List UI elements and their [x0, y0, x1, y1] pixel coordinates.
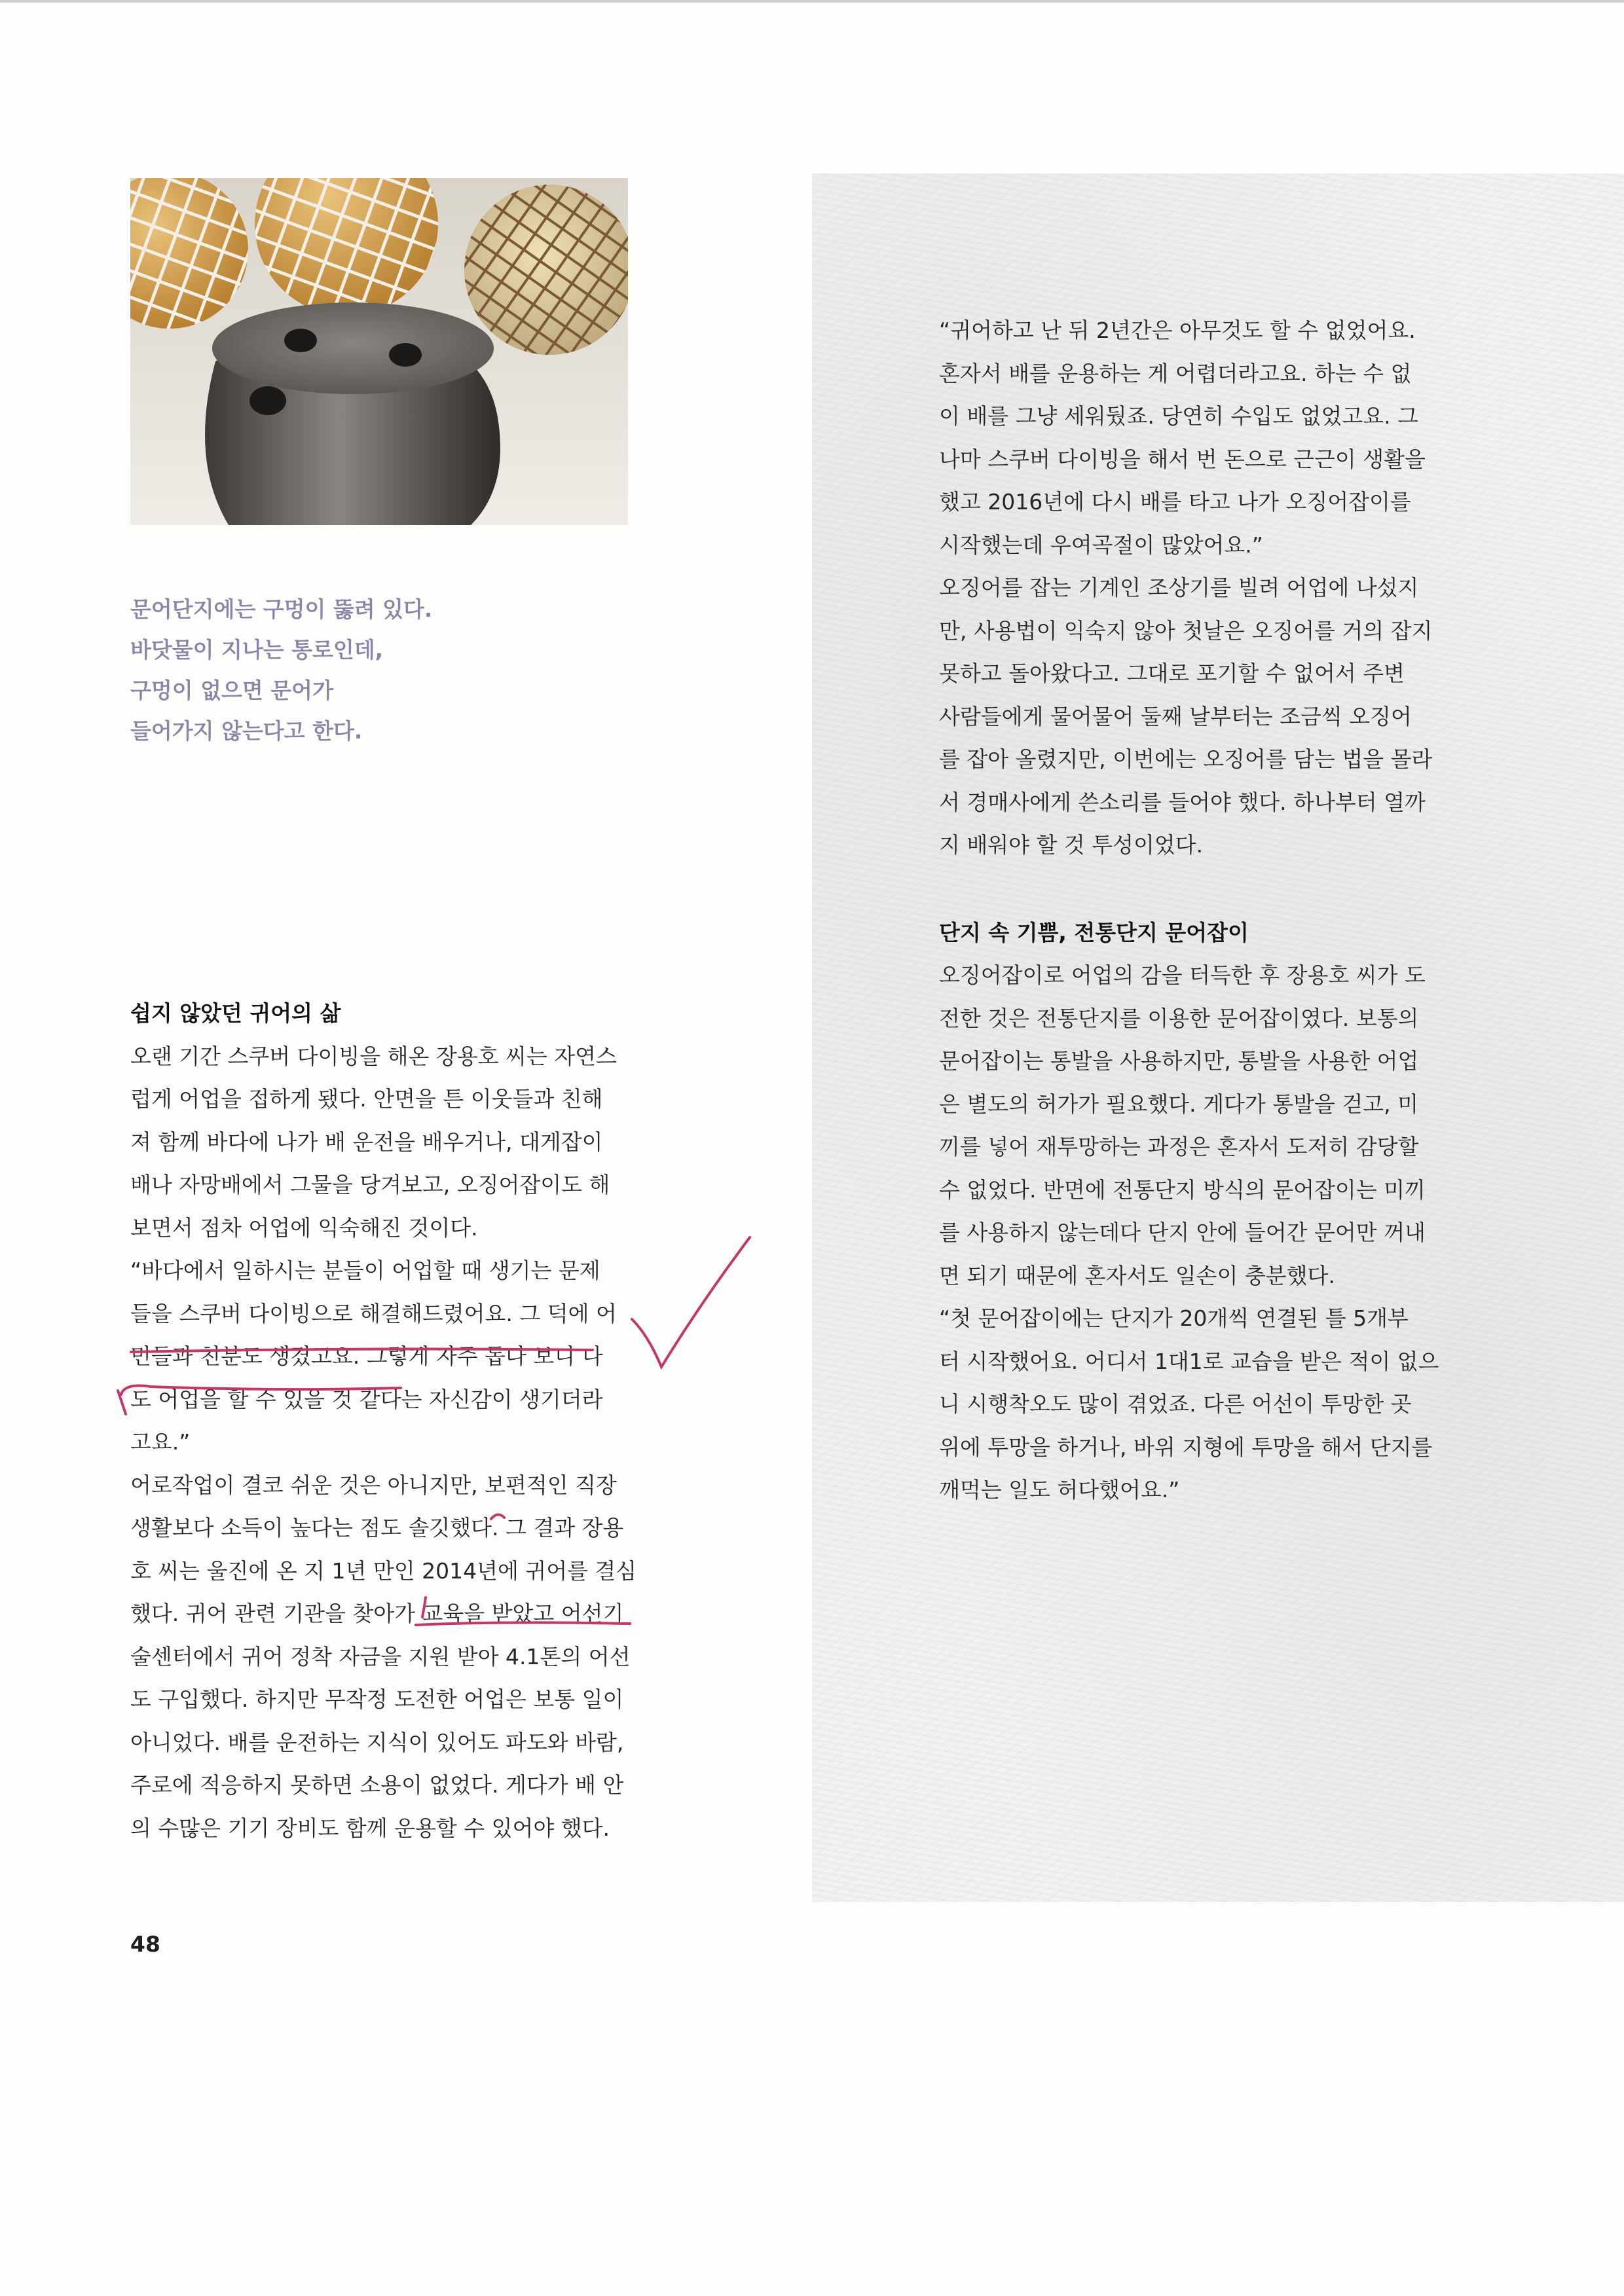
text-line: 를 잡아 올렸지만, 이번에는 오징어를 담는 법을 몰라: [939, 746, 1433, 772]
text-line: 위에 투망을 하거나, 바위 지형에 투망을 해서 단지를: [939, 1434, 1433, 1460]
text-line: “귀어하고 난 뒤 2년간은 아무것도 할 수 없었어요.: [939, 318, 1416, 343]
top-rule: [0, 0, 1624, 3]
section-heading: 쉽지 않았던 귀어의 삶: [130, 1000, 341, 1026]
left-column: [130, 992, 641, 1850]
text-line: 도 구입했다. 하지만 무작정 도전한 어업은 보통 일이: [130, 1686, 624, 1712]
text-line: 니 시행착오도 많이 겪었죠. 다른 어선이 투망한 곳: [939, 1391, 1412, 1417]
text-line: 럽게 어업을 접하게 됐다. 안면을 튼 이웃들과 친해: [130, 1086, 603, 1112]
text-line: 보면서 점차 어업에 익숙해진 것이다.: [130, 1214, 478, 1241]
text-line: 도 어업을 할 수 있을 것 같다는 자신감이 생기더라: [130, 1386, 603, 1412]
text-line: 사람들에게 물어물어 둘째 날부터는 조금씩 오징어: [939, 703, 1412, 729]
text-line: 오징어잡이로 어업의 감을 터득한 후 장용호 씨가 도: [939, 962, 1426, 988]
caption-line: 들어가지 않는다고 한다.: [130, 718, 363, 744]
text-line: 깨먹는 일도 허다했어요.”: [939, 1477, 1180, 1503]
caption-line: 문어단지에는 구멍이 뚫려 있다.: [130, 596, 433, 622]
text-line: 했고 2016년에 다시 배를 타고 나가 오징어잡이를: [939, 489, 1411, 515]
text-line: 지 배워야 할 것 투성이었다.: [939, 832, 1204, 858]
text-line: 터 시작했어요. 어디서 1대1로 교습을 받은 적이 없으: [939, 1348, 1439, 1374]
slash-mark: [118, 1391, 126, 1414]
text-line: 져 함께 바다에 나가 배 운전을 배우거나, 대게잡이: [130, 1129, 603, 1155]
text-line: 못하고 돌아왔다고. 그대로 포기할 수 없어서 주변: [939, 661, 1405, 686]
caption-line: 바닷물이 지나는 통로인데,: [130, 637, 384, 663]
text-line: 호 씨는 울진에 온 지 1년 만인 2014년에 귀어를 결심: [130, 1558, 637, 1584]
text-line: “첫 문어잡이에는 단지가 20개씩 연결된 틀 5개부: [939, 1305, 1409, 1331]
text-line: 들을 스쿠버 다이빙으로 해결해드렸어요. 그 덕에 어: [130, 1300, 617, 1326]
text-line: 혼자서 배를 운용하는 게 어렵더라고요. 하는 수 없: [939, 360, 1412, 386]
text-line: “바다에서 일하시는 분들이 어업할 때 생기는 문제: [130, 1258, 600, 1283]
text-line: 술센터에서 귀어 정착 자금을 지원 받아 4.1톤의 어선: [130, 1643, 631, 1669]
text-line: 끼를 넣어 재투망하는 과정은 혼자서 도저히 감당할: [939, 1134, 1419, 1159]
text-line: 수 없었다. 반면에 전통단지 방식의 문어잡이는 미끼: [939, 1176, 1426, 1203]
photo-caption: [130, 589, 628, 752]
text-line: 의 수많은 기기 장비도 함께 운용할 수 있어야 했다.: [130, 1815, 610, 1841]
right-column: [939, 309, 1450, 1512]
text-line: 생활보다 소득이 높다는 점도 솔깃했다. 그 결과 장용: [130, 1515, 624, 1540]
text-line: 전한 것은 전통단지를 이용한 문어잡이였다. 보통의: [939, 1005, 1419, 1031]
section-heading: 단지 속 기쁨, 전통단지 문어잡이: [939, 919, 1249, 945]
text-line: 고요.”: [130, 1429, 191, 1455]
caption-line: 구멍이 없으면 문어가: [130, 678, 333, 703]
text-line: 은 별도의 허가가 필요했다. 게다가 통발을 걷고, 미: [939, 1091, 1418, 1117]
text-line: 했다. 귀어 관련 기관을 찾아가 교육을 받았고 어선기: [130, 1601, 624, 1626]
text-line: 문어잡이는 통발을 사용하지만, 통발을 사용한 어업: [939, 1048, 1419, 1074]
octopus-pot-photo: [130, 178, 628, 525]
text-line: 민들과 친분도 생겼고요. 그렇게 자주 돕다 보니 나: [130, 1343, 603, 1369]
check-mark: [632, 1237, 750, 1367]
text-line: 나마 스쿠버 다이빙을 해서 번 돈으로 근근이 생활을: [939, 446, 1426, 472]
text-line: 오랜 기간 스쿠버 다이빙을 해온 장용호 씨는 자연스: [130, 1043, 617, 1069]
text-line: 어로작업이 결코 쉬운 것은 아니지만, 보편적인 직장: [130, 1472, 617, 1498]
text-line: 를 사용하지 않는데다 단지 안에 들어간 문어만 꺼내: [939, 1220, 1426, 1245]
text-line: 배나 자망배에서 그물을 당겨보고, 오징어잡이도 해: [130, 1172, 610, 1197]
text-line: 아니었다. 배를 운전하는 지식이 있어도 파도와 바람,: [130, 1729, 624, 1755]
text-line: 오징어를 잡는 기계인 조상기를 빌려 어업에 나섰지: [939, 575, 1419, 600]
text-line: 만, 사용법이 익숙지 않아 첫날은 오징어를 거의 잡지: [939, 617, 1433, 644]
page-number: 48: [130, 1931, 160, 1957]
text-line: 시작했는데 우여곡절이 많았어요.”: [939, 532, 1263, 558]
text-line: 서 경매사에게 쓴소리를 들어야 했다. 하나부터 열까: [939, 789, 1426, 815]
section-gap: [939, 867, 1450, 911]
text-line: 면 되기 때문에 혼자서도 일손이 충분했다.: [939, 1262, 1335, 1288]
text-line: 주로에 적응하지 못하면 소용이 없었다. 게다가 배 안: [130, 1772, 624, 1798]
photo-illustration: [130, 178, 628, 525]
text-line: 이 배를 그냥 세워뒀죠. 당연히 수입도 없었고요. 그: [939, 403, 1418, 429]
